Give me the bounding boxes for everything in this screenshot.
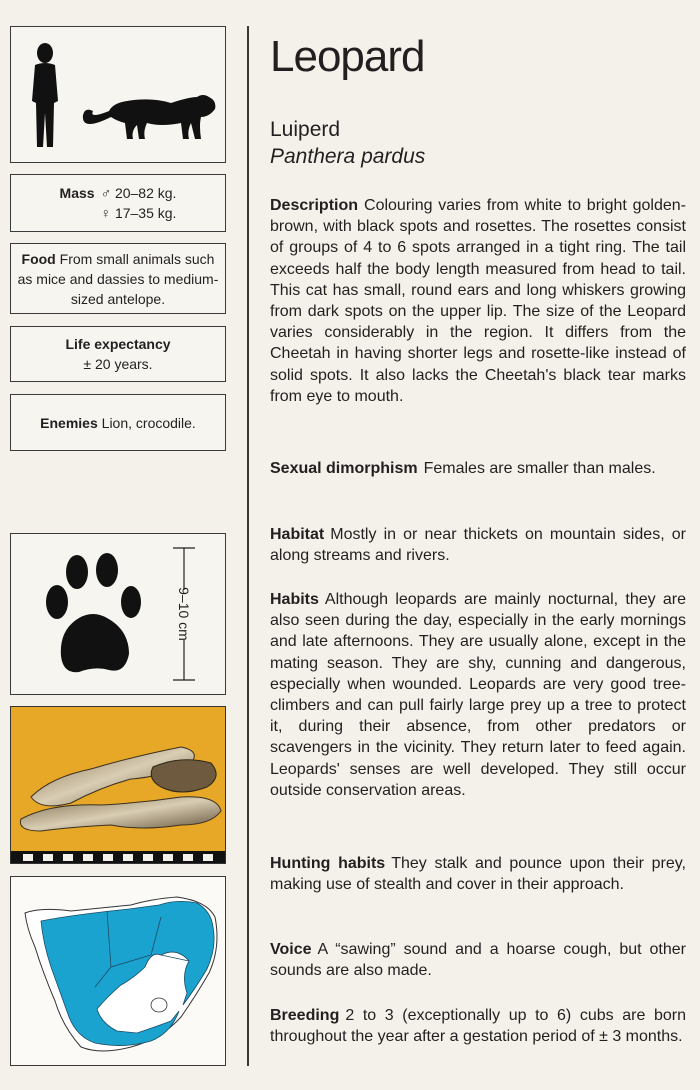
hunting-text: They stalk and pounce upon their prey, making use of stealth and cover in their approach. [270,855,687,894]
size-comparison-box [10,26,226,163]
column-divider [247,26,249,1066]
enemies-text: Lion, crocodile. [101,414,196,431]
voice-heading: Voice [270,941,312,958]
paw-print-icon [29,534,179,694]
habits-text: Although leopards are mainly nocturnal, they are also seen during the day, especially in the early mornings and late afternoons. They are usually alone, except in the mating season. They are shy, cunning and dangerous, especially when wounded. Leopards are very good tree-climbers and can pull fairly large prey up a tree to protect it, during their absence, from other predators or scavengers in the vicinity. They return later to feed again. Leopards' senses are well developed. They still occur outside conservation areas. [270,591,686,799]
mass-label: Mass [59,185,95,201]
enemies-label: Enemies [40,414,98,431]
breeding-text: 2 to 3 (exceptionally up to 6) cubs are born throughout the year after a gestation period of ± 3 months. [270,1007,686,1046]
breeding-section [270,1005,686,1047]
food-box [10,243,226,314]
habits-heading: Habits [270,591,319,608]
life-expectancy-box [10,326,226,382]
southern-africa-map [11,877,224,1063]
scat-illustration [11,707,226,864]
human-silhouette-icon [32,43,58,147]
description-heading: Description [270,197,359,214]
mass-box [10,174,226,232]
page-title: Leopard [270,32,425,81]
life-expectancy-label: Life expectancy [65,336,171,352]
food-label: Food [21,250,56,267]
habitat-heading: Habitat [270,526,325,543]
track-size-label: 9–10 cm [176,587,192,641]
voice-text: A “sawing” sound and a hoarse cough, but other sounds are also made. [270,941,686,980]
food-text: From small animals such as mice and dassies to medium-sized antelope. [17,250,219,307]
habitat-section [270,524,686,566]
breeding-heading: Breeding [270,1007,340,1024]
size-comparison-illustration [11,27,224,161]
hunting-section [270,853,686,895]
hunting-heading: Hunting habits [270,855,386,872]
scientific-name: Panthera pardus [270,145,426,168]
common-name: Luiperd [270,118,341,141]
leopard-silhouette-icon [83,95,216,139]
mass-male: ♂ 20–82 kg. [100,185,177,201]
dimorphism-heading: Sexual dimorphism [270,460,418,477]
scat-photo [10,706,226,864]
dimorphism-section [270,458,686,479]
voice-section [270,939,686,981]
description-section [270,195,686,407]
enemies-box [10,394,226,451]
dimorphism-text: Females are smaller than males. [423,460,656,477]
distribution-map [10,876,226,1066]
habits-section [270,589,686,801]
names-block [270,116,686,170]
habitat-text: Mostly in or near thickets on mountain sides, or along streams and rivers. [270,526,686,565]
description-text: Colouring varies from white to bright golden-brown, with black spots and rosettes. The rosettes consist of groups of 4 to 6 spots arranged in a tight ring. The tail exceeds half the body length measured from head to tail. This cat has small, round ears and long whiskers growing from dark spots on the upper lip. The size of the Leopard varies considerably in the region. It differs from the Cheetah in having shorter legs and rosette-like instead of solid spots. It also lacks the Cheetah's black tear marks from eye to mouth. [270,197,686,405]
paw-track-box [10,533,226,695]
life-expectancy-text: ± 20 years. [83,356,153,372]
mass-female: ♀ 17–35 kg. [100,205,177,221]
